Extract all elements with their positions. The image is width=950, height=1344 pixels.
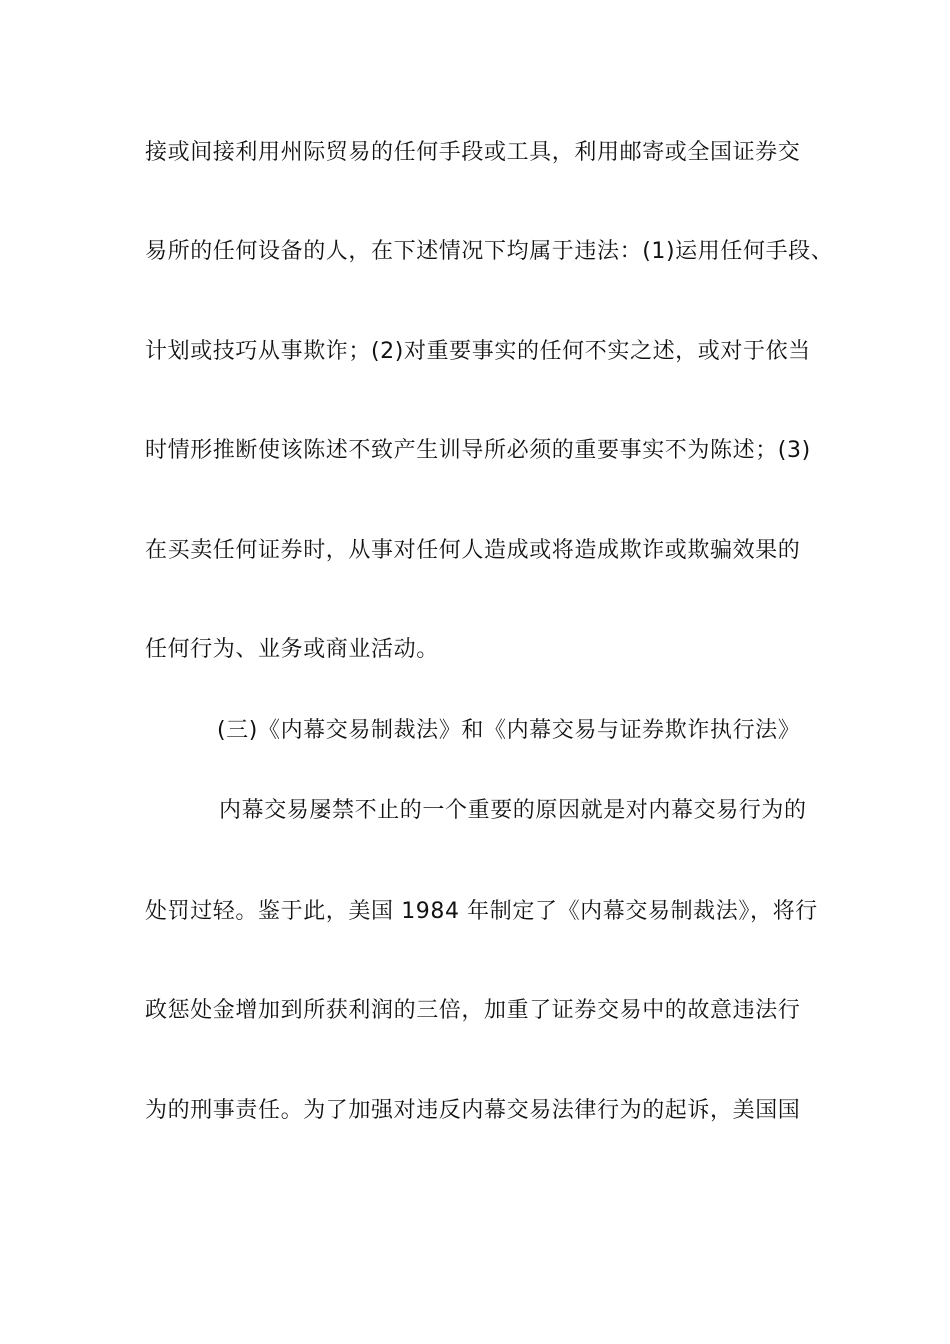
body-text-line: 计划或技巧从事欺诈；(2)对重要事实的任何不实之述，或对于依当 xyxy=(145,339,811,364)
body-text-line: 在买卖任何证券时，从事对任何人造成或将造成欺诈或欺骗效果的 xyxy=(145,538,801,563)
body-text-line: 政惩处金增加到所获利润的三倍，加重了证券交易中的故意违法行 xyxy=(145,998,801,1023)
body-text-line: 为的刑事责任。为了加强对违反内幕交易法律行为的起诉，美国国 xyxy=(145,1098,801,1123)
body-text-line: 易所的任何设备的人，在下述情况下均属于违法：(1)运用任何手段、 xyxy=(145,239,834,264)
body-text-line: 任何行为、业务或商业活动。 xyxy=(145,637,439,662)
body-text-line: 处罚过轻。鉴于此，美国 1984 年制定了《内幕交易制裁法》，将行 xyxy=(145,899,818,924)
body-text-line: 时情形推断使该陈述不致产生训导所必须的重要事实不为陈述；(3) xyxy=(145,438,811,463)
section-heading: (三)《内幕交易制裁法》和《内幕交易与证券欺诈执行法》 xyxy=(217,718,801,743)
body-text-line: 接或间接利用州际贸易的任何手段或工具，利用邮寄或全国证券交 xyxy=(145,140,801,165)
paragraph-first-line: 内幕交易屡禁不止的一个重要的原因就是对内幕交易行为的 xyxy=(219,798,807,823)
